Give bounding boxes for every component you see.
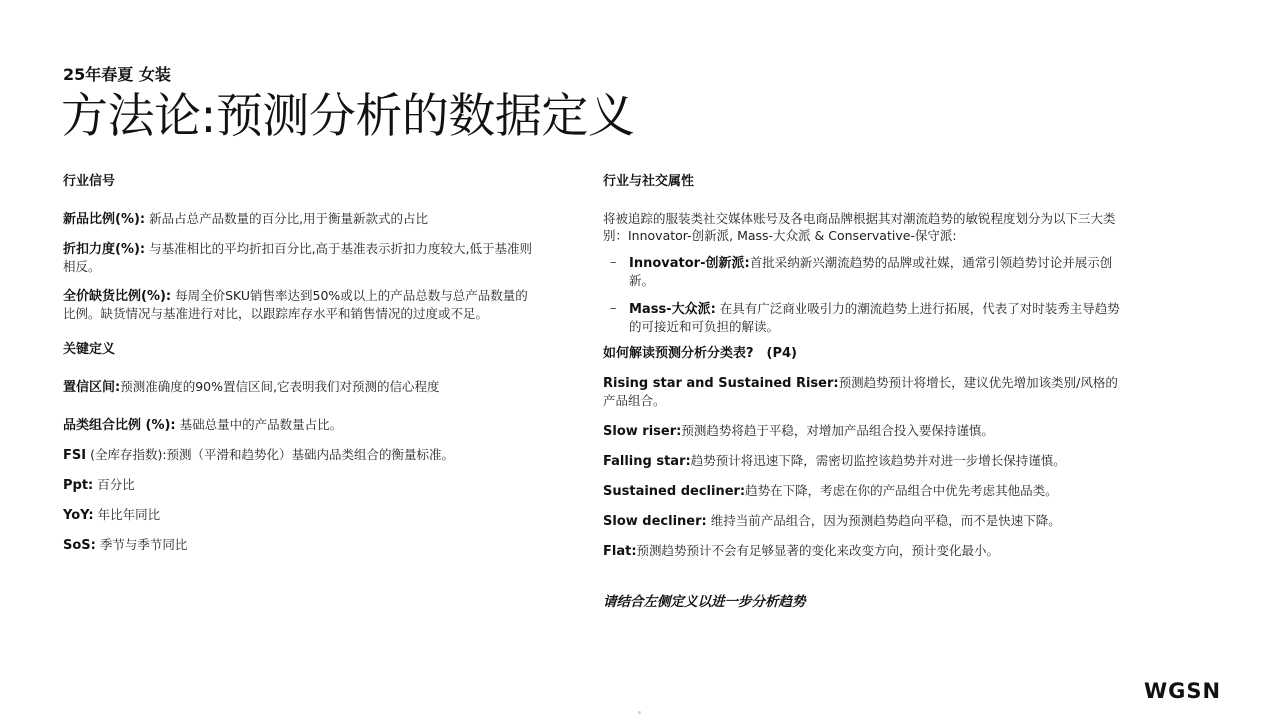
confidence-interval-def xyxy=(63,378,533,396)
fsi-def xyxy=(63,446,533,464)
right-column xyxy=(603,173,1123,611)
def-text: 基础总量中的产品数量占比。 xyxy=(175,417,343,432)
bullet-dash: – xyxy=(610,255,617,270)
bullet-term: Mass-大众派: xyxy=(629,302,716,317)
industry-social-heading: 行业与社交属性 xyxy=(603,174,695,189)
social-intro: 将被追踪的服装类社交媒体账号及各电商品牌根据其对潮流趋势的敏锐程度划分为以下三大类别：Innovator-创新派, Mass-大众派 & Conservative-保守派: xyxy=(603,211,1116,243)
page-subtitle: 25年春夏 女装 xyxy=(63,65,171,84)
def-text: 与基准相比的平均折扣百分比,高于基准表示折扣力度较大,低于基准则相反。 xyxy=(63,241,533,274)
def-term: 全价缺货比例(%): xyxy=(63,289,172,304)
decorative-dot xyxy=(638,711,641,714)
new-product-ratio-def xyxy=(63,210,533,228)
def-term: 折扣力度(%): xyxy=(63,242,146,257)
howto-heading: 如何解读预测分析分类表? (P4) xyxy=(603,346,797,361)
def-term: Flat: xyxy=(603,544,637,559)
def-text: 百分比 xyxy=(93,477,135,492)
slow-riser-def xyxy=(603,422,1123,440)
def-text: (全库存指数):预测（平滑和趋势化）基础内品类组合的衡量标准。 xyxy=(86,447,455,462)
def-text: 预测趋势预计不会有足够显著的变化来改变方向，预计变化最小。 xyxy=(636,543,1000,558)
def-term: Rising star and Sustained Riser: xyxy=(603,376,839,391)
def-term: Sustained decliner: xyxy=(603,484,746,499)
discount-def xyxy=(63,240,533,276)
sos-def xyxy=(63,536,533,554)
wgsn-logo: WGSN xyxy=(1144,679,1222,703)
def-term: 新品比例(%): xyxy=(63,212,146,227)
analysis-callout: 请结合左侧定义以进一步分析趋势 xyxy=(603,594,806,610)
def-text: 预测趋势将趋于平稳，对增加产品组合投入要保持谨慎。 xyxy=(681,423,994,438)
bullet-text: 首批采纳新兴潮流趋势的品牌或社媒，通常引领趋势讨论并展示创新。 xyxy=(629,255,1113,288)
def-term: 置信区间: xyxy=(63,380,121,395)
ppt-def xyxy=(63,476,533,494)
def-term: Ppt: xyxy=(63,478,94,493)
def-term: SoS: xyxy=(63,538,96,553)
def-term: FSI xyxy=(63,448,87,463)
def-term: YoY: xyxy=(63,508,94,523)
key-definitions-heading: 关键定义 xyxy=(63,342,116,357)
page-title: 方法论:预测分析的数据定义 xyxy=(61,89,635,144)
def-text: 趋势预计将迅速下降，需密切监控该趋势并对进一步增长保持谨慎。 xyxy=(690,453,1066,468)
bullet-text: 在具有广泛商业吸引力的潮流趋势上进行拓展，代表了对时装秀主导趋势的可接近和可负担的解读。 xyxy=(629,301,1120,334)
bullet-dash: – xyxy=(610,301,617,316)
yoy-def xyxy=(63,506,533,524)
falling-star-def xyxy=(603,452,1123,470)
left-column xyxy=(63,173,533,554)
def-term: Slow riser: xyxy=(603,424,682,439)
def-text: 预测准确度的90%置信区间,它表明我们对预测的信心程度 xyxy=(120,379,440,394)
def-text: 每周全价SKU销售率达到50%或以上的产品总数与总产品数量的比例。缺货情况与基准进行对比，以跟踪库存水平和销售情况的过度或不足。 xyxy=(63,288,528,321)
rising-star-def xyxy=(603,374,1123,410)
category-bullets xyxy=(603,254,1123,336)
def-term: Slow decliner: xyxy=(603,514,707,529)
bullet-term: Innovator-创新派: xyxy=(629,256,750,271)
industry-signals-heading: 行业信号 xyxy=(63,174,116,189)
def-text: 维持当前产品组合，因为预测趋势趋向平稳，而不是快速下降。 xyxy=(706,513,1061,528)
def-text: 预测趋势预计将增长，建议优先增加该类别/风格的产品组合。 xyxy=(603,375,1118,408)
stockout-def xyxy=(63,287,533,323)
def-term: 品类组合比例 (%): xyxy=(63,418,176,433)
def-text: 季节与季节同比 xyxy=(95,537,188,552)
def-text: 趋势在下降，考虑在你的产品组合中优先考虑其他品类。 xyxy=(745,483,1058,498)
category-mix-def xyxy=(63,416,533,434)
slow-decliner-def xyxy=(603,512,1123,530)
sustained-decliner-def xyxy=(603,482,1123,500)
flat-def xyxy=(603,542,1123,560)
def-text: 新品占总产品数量的百分比,用于衡量新款式的占比 xyxy=(145,211,429,226)
def-text: 年比年同比 xyxy=(93,507,161,522)
bullet-mass xyxy=(603,300,1123,336)
bullet-innovator xyxy=(603,254,1123,290)
def-term: Falling star: xyxy=(603,454,691,469)
